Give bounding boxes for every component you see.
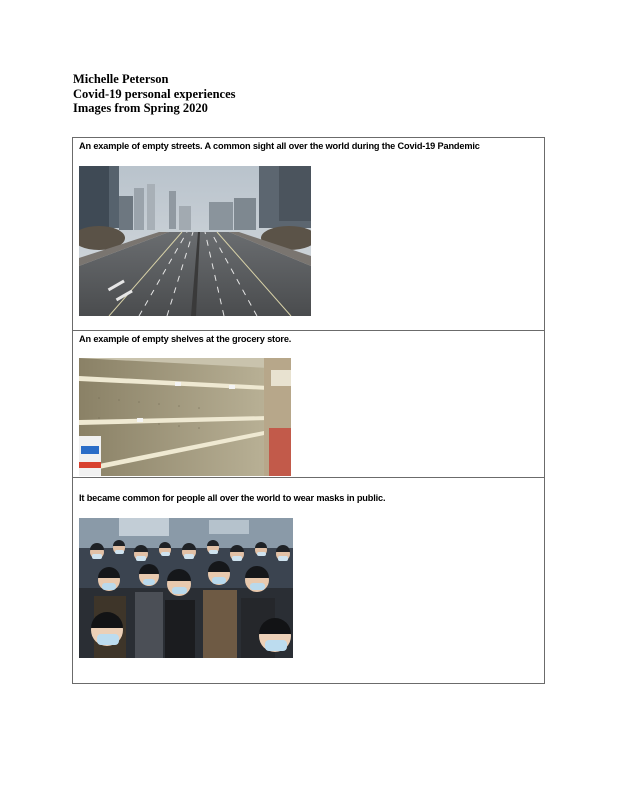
experiences-table xyxy=(72,137,545,684)
row-caption: An example of empty shelves at the grocery store. xyxy=(79,334,292,344)
table-row xyxy=(73,330,544,477)
masked-crowd-photo xyxy=(79,518,293,658)
document-subtitle: Images from Spring 2020 xyxy=(73,101,208,115)
empty-shelves-photo xyxy=(79,358,291,476)
author-name: Michelle Peterson xyxy=(73,72,169,86)
table-row xyxy=(73,138,544,330)
row-caption: It became common for people all over the world to wear masks in public. xyxy=(79,493,386,503)
row-caption: An example of empty streets. A common sight all over the world during the Covid-19 Pandemic xyxy=(79,141,480,151)
document-title: Covid-19 personal experiences xyxy=(73,86,236,101)
table-row xyxy=(73,477,544,684)
empty-street-photo xyxy=(79,166,311,316)
document-header xyxy=(73,72,235,116)
